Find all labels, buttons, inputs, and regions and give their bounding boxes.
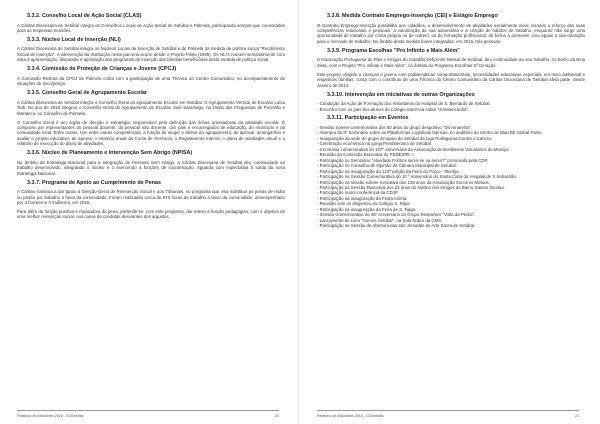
footer-text: Relatório de Atividades 2016 - CDSetúbal bbox=[317, 414, 384, 418]
list-item: - Participação numa conferência da CDJP. bbox=[317, 190, 399, 196]
section-heading: 3.3.9. Programa Escolhas "Pro Infinito e Mais Além" bbox=[327, 47, 460, 54]
section-heading: 3.3.8. Medida Contrato Emprego-Inserção (CEI) e Estágio Emprego bbox=[327, 13, 498, 19]
list-item: - Participação na Sessão de Abertura das 2as Jornadas de Arte Sacra de Setúbal. bbox=[317, 223, 476, 229]
list-item: - Lançamento do Livro "Somos Setúbal", na Sala Nobre da CMS. bbox=[317, 217, 443, 223]
section-conselho-geral bbox=[17, 90, 285, 147]
section-cpcj bbox=[17, 66, 285, 86]
left-page-content bbox=[17, 13, 285, 223]
page-gutter bbox=[298, 0, 299, 424]
section-cei bbox=[317, 13, 585, 44]
section-heading: 3.3.2. Conselho Local de Ação Social (CLAS) bbox=[27, 13, 142, 19]
page-footer bbox=[17, 414, 279, 418]
section-paragraph: O Contrato Emprego-Inserção possibilita aos cidadãos, o desenvolvimento de atividades socialmente úteis, visando o reforço das suas competências relacionais e pessoais, a valorização da sua autoestima e a criação de hábitos de trabalho, enquanto não surge uma oportunidade de trabalho por conta própria ou de outrem, ou de formação profissional, de forma a promover e/ou apoiar a sua transição para o mercado de trabalho. No âmbito desta medida foram integradas, em 2016, três pessoas. bbox=[317, 22, 585, 44]
section-paragraph: Para além da função punitiva e reparadora da pena, pretende-se, com este programa, dar relevo à função pedagógica, com o objetivo de uma melhor reinserção social, nos casos de condutas desviantes dos arguidos. bbox=[17, 209, 285, 220]
section-penas bbox=[17, 180, 285, 220]
section-heading: 3.3.7. Programa de Apoio ao Cumprimento de Penas bbox=[27, 179, 161, 186]
section-outras-organizacoes bbox=[317, 92, 585, 112]
section-paragraph: O Conselho Geral é um órgão de direção e estratégia, responsável pela definição das linhas orientadoras da atividade escolar. É composto por representantes do pessoal docente, do pessoal não docente, dos pais e encarregados de educação, do município e da comunidade local. Entre outras, tem entre outras competências, a função de eleger o diretor do agrupamento, de aprovar, acompanhar e avaliar o projeto educativo, de aprovar o relatório anual da Conta de Gerência, o Regulamento Interno, o plano de atividades anual e o relatório de execução do plano de atividades. bbox=[17, 119, 285, 147]
list-item: - Celebração ecuménica na igreja Presbiteriana de Setúbal. bbox=[317, 141, 432, 147]
right-page bbox=[300, 0, 597, 424]
list-item: - Condução da Ação de Formação dos Voluntários do Hospital de S. Bernardo de Setúbal. bbox=[317, 101, 491, 107]
section-paragraph: A Comissão Restrita da CPCJ de Palmela conta com a participação de uma Técnica do Centro Comunitário, no acompanhamento de situações de risco/perigo. bbox=[17, 75, 285, 87]
section-heading: 3.3.5. Conselho Geral de Agrupamento Escolar bbox=[27, 90, 147, 97]
section-heading: 3.3.10. Intervenção em iniciativas de outras Organizações bbox=[327, 91, 475, 98]
section-eventos bbox=[317, 115, 585, 228]
section-heading: 3.3.11. Participação em Eventos bbox=[327, 115, 409, 122]
list-item: - Participação na sessão solene evocativa dos 128 anos da Associação Socorros Mútuos. bbox=[317, 179, 490, 185]
list-item: - Reunião da Comissão Executiva do PEDESPE +. bbox=[317, 152, 416, 158]
bullet-list bbox=[317, 125, 585, 229]
list-item: - Abertura do 8º Seminário sobre as Plataformas Logísticas Ibéricas, no auditório do Centro de Blau Bb Global Parks. bbox=[317, 130, 543, 136]
list-item: - Participação na Sessão Comemorativa do 10 º Aniversário do Santa Casa do Hospital de S.Sebastião. bbox=[317, 174, 518, 180]
section-npisa bbox=[17, 150, 285, 176]
list-item: - Participação na inauguração da Feira de S. Tiago. bbox=[317, 206, 417, 212]
right-page-content bbox=[317, 13, 585, 232]
footer-rule bbox=[17, 410, 279, 411]
section-paragraph: A Cáritas Diocesana de Setúbal integra os Conselhos Locais de Ação Social de Setúbal e Palmela, participando sempre que convocados para as respetivas reuniões. bbox=[17, 22, 285, 33]
section-escolhas bbox=[317, 48, 585, 88]
page-footer bbox=[317, 414, 579, 418]
section-paragraph: A Cáritas Diocesana de Setúbal integra o Conselho Geral do Agrupamento Escolar em Setúbal: O Agrupamento Vertical de Escolas Luísa Todi. No ano de 2016 integrou o Conselho Geral do Agrupamento de Escolas José Saramago, na União das Freguesias de Poceirão e Marateca, no Conselho de Palmela. bbox=[17, 99, 285, 116]
bullet-list bbox=[317, 101, 585, 112]
list-item: - Sessão Comemorativa do 45º Aniversário do Grupo Desportivo "Volta da Pedra". bbox=[317, 212, 476, 218]
section-nli bbox=[17, 37, 285, 63]
left-page bbox=[0, 0, 297, 424]
section-heading: 3.3.4. Comissão de Proteção de Crianças e Jovens (CPCJ) bbox=[27, 66, 177, 73]
list-item: - Participação na inauguração da 123ª edição da Feira do Porco - Montijo. bbox=[317, 168, 460, 174]
list-item: - Participação na inauguração da Festa Anima. bbox=[317, 195, 408, 201]
page-number: 20 bbox=[275, 414, 279, 418]
list-item: - Reunião com os dirigentes do Colégio S. Filipe. bbox=[317, 201, 412, 207]
list-item: - Cerimónia comemorativa do 107º Aniversário da Associação de Bombeiros Voluntários do Montijo. bbox=[317, 146, 510, 152]
section-paragraph: A Cáritas continua a dar apoio à Direção Geral de Reinserção Social e aos Tribunais, no programa que visa substituir as penas de multa ou prisão por trabalho a favor da comunidade. Foram realizadas cerca de 970 horas de trabalho a favor da comunidade, desempenhado por 4 homens e 4 mulheres, em 2016. bbox=[17, 189, 285, 206]
section-heading: 3.3.6. Núcleo de Planeamento e Intervenção Sem Abrigo (NPISA) bbox=[27, 150, 193, 157]
list-item: - Inauguração da sede do grupo de apoio de Setúbal da Liga Portuguesa Contra o Cancro. bbox=[317, 135, 492, 141]
list-item: - Participação no Conselho de Opinião da Câmara Municipal de Setúbal. bbox=[317, 163, 457, 169]
list-item: - Encontro com os pais dos alunos do Colégio Sant'Ana sobre "A Misericórdia". bbox=[317, 106, 470, 112]
list-item: - Participação na Sessão Evocativa dos 23 anos do Núcleo dos Amigos do Bairro Santos Nicolau. bbox=[317, 184, 506, 190]
section-paragraph: A Cáritas Diocesana de Setúbal integra os Núcleos Locais de Inserção de Setúbal e de Palmela da medida de política social "Rendimento Social de Inserção". A intervenção da Instituição neste parceria ocorre desde o Projeto-Piloto (1996). Os NLI's reúnem semanalmente com vista à apresentação, discussão e aprovação dos programas de inserção das famílias beneficiárias desta medida de política social. bbox=[17, 46, 285, 63]
section-clas bbox=[17, 13, 285, 33]
list-item: - Sessão Solene comemorativa dos 60 anos do grupo desportivo "Os Amarelos". bbox=[317, 124, 473, 130]
section-paragraph: A Associação Portuguesa de Pais e Amigos do Cidadão Deficiente Mental de Setúbal, deu continuidade ao seu trabalho, no bairro da Bela Vista, com o Projeto "Pro Infinito e Mais Além", no âmbito do Programa Escolhas 5ª Geração. bbox=[317, 57, 585, 68]
list-item: - Participação no Seminário "Atividade Política servir-se ou servir?" promovida pela CDP. bbox=[317, 157, 489, 163]
footer-rule bbox=[317, 410, 579, 411]
page-number: 21 bbox=[575, 414, 579, 418]
footer-text: Relatório de Atividades 2016 - CDSetúbal bbox=[17, 414, 84, 418]
section-heading: 3.3.3. Núcleo Local de Inserção (NLI) bbox=[27, 36, 121, 43]
section-paragraph: Este projeto, dirigido a crianças e jovens com problemáticas comportamentais, necessidades educativas especiais, em risco ambiental e respetivas famílias, conta com o contributo de uma Técnica do Centro Comunitário da Cáritas Diocesana de Setúbal afeta parte, desde Janeiro de 2013. bbox=[317, 71, 585, 88]
section-paragraph: No âmbito da Estratégia Nacional para a Integração de Pessoas Sem Abrigo, a Cáritas Diocesana de Setúbal deu continuidade ao trabalho desenvolvido, integrando o núcleo e o exercendo a funções de coordenação. Aguarda com expectativa a saída da nova Estratégia Nacional. bbox=[17, 159, 285, 176]
